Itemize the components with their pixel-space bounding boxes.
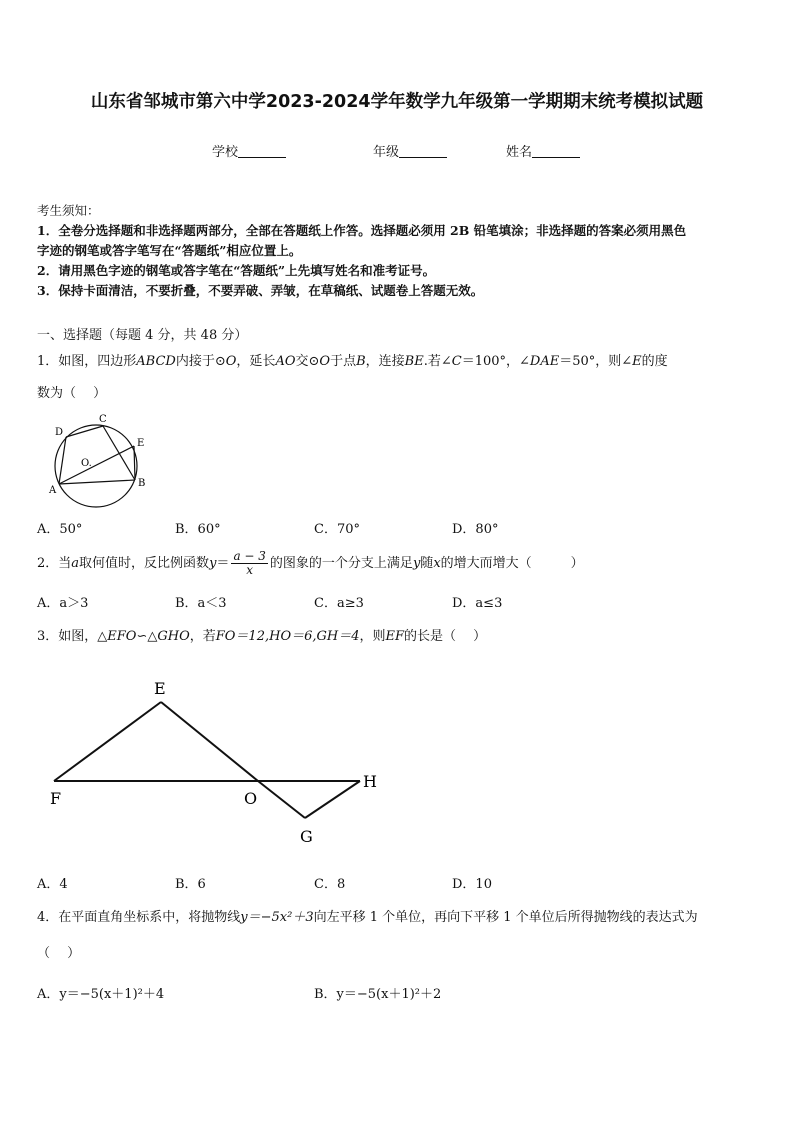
q2-text: 2．当 (37, 556, 72, 571)
q1-math: AO (275, 354, 296, 369)
q1-text: ＝100°，∠ (461, 354, 530, 369)
q1-option-a[interactable]: A．50° (37, 522, 83, 537)
label-e: E (137, 438, 145, 449)
q1-text: .若∠ (423, 354, 452, 369)
school-blank (238, 144, 286, 158)
q1-text: 的度 (641, 354, 668, 369)
segment-dc (66, 426, 103, 437)
q2-option-d[interactable]: D．a≤3 (452, 596, 503, 611)
q3-option-b[interactable]: B．6 (175, 877, 206, 892)
label-b: B (138, 478, 146, 489)
q1-math: E (632, 354, 642, 369)
segment-ae (59, 446, 134, 484)
q3-options (37, 873, 762, 893)
question-3 (37, 626, 762, 648)
label-o: O (244, 789, 258, 808)
q3-math: FO＝12,HO＝6,GH＝4 (215, 629, 360, 644)
label-e: E (154, 679, 166, 698)
q1-math: C (451, 354, 462, 369)
label-f: F (50, 789, 62, 808)
q3-text: ，若 (189, 629, 216, 644)
school-field (212, 141, 286, 160)
q4-option-b[interactable]: B．y＝−5(x＋1)²＋2 (314, 987, 442, 1002)
q3-option-a[interactable]: A．4 (37, 877, 68, 892)
q2-fraction (231, 550, 267, 577)
label-h: H (363, 772, 377, 791)
q4-text: 4．在平面直角坐标系中，将抛物线 (37, 910, 241, 925)
grade-blank (399, 144, 447, 158)
q2-math: x (433, 556, 441, 571)
segment-eo (161, 702, 258, 781)
segment-ad (59, 437, 66, 484)
label-g: G (300, 827, 313, 846)
q2-option-c[interactable]: C．a≥3 (314, 596, 364, 611)
q2-math: y (209, 556, 217, 571)
notice-item-2: 2．请用黑色字迹的钢笔或答字笔在“答题纸”上先填写姓名和准考证号。 (37, 263, 436, 278)
segment-fe (54, 702, 161, 781)
notice-item-1a: 1．全卷分选择题和非选择题两部分，全部在答题纸上作答。选择题必须用 2B 铅笔填涂；非选择题的答案必须用黑色 (37, 223, 687, 238)
q1-text: 于点 (330, 354, 357, 369)
notice-heading: 考生须知： (37, 203, 100, 218)
q1-math: O (225, 354, 237, 369)
section-heading: 一、选择题（每题 4 分，共 48 分） (37, 328, 248, 343)
school-label: 学校 (212, 145, 239, 160)
q2-options (37, 592, 762, 612)
q1-option-d[interactable]: D．80° (452, 522, 499, 537)
q1-math: BE (404, 354, 424, 369)
grade-label: 年级 (373, 145, 400, 160)
q4-options (37, 983, 762, 1003)
q1-text: ，连接 (365, 354, 405, 369)
name-field (506, 141, 580, 160)
q2-text: 随 (420, 556, 434, 571)
grade-field (373, 141, 447, 160)
label-c: C (99, 414, 107, 425)
q4-line-2: （ ） (37, 946, 81, 961)
q2-numerator: a − 3 (233, 549, 266, 563)
q1-math: O (319, 354, 331, 369)
q4-text: 向左平移 1 个单位，再向下平移 1 个单位后所得抛物线的表达式为 (313, 910, 698, 925)
label-o: O. (81, 458, 92, 469)
q4-option-a[interactable]: A．y＝−5(x＋1)²＋4 (37, 987, 165, 1002)
notice-item-1b: 字迹的钢笔或答字笔写在“答题纸”相应位置上。 (37, 243, 302, 258)
q3-math: EF (385, 629, 405, 644)
q1-math: B (356, 354, 366, 369)
segment-og (258, 781, 305, 818)
q2-text: 的增大而增大（ ） (440, 556, 584, 571)
q1-text: ，延长 (236, 354, 276, 369)
q2-text: 取何值时，反比例函数 (79, 556, 210, 571)
q2-text: 的图象的一个分支上满足 (269, 556, 413, 571)
q2-denominator: x (246, 563, 254, 577)
question-4 (37, 907, 762, 965)
q1-text: 交⊙ (295, 354, 320, 369)
q3-math: GHO (157, 629, 190, 644)
q4-math: y＝−5x²＋3 (240, 910, 314, 925)
label-d: D (55, 427, 64, 438)
q3-math: EFO (107, 629, 137, 644)
segment-gh (305, 781, 360, 818)
q1-text: 1．如图，四边形 (37, 354, 137, 369)
q3-option-d[interactable]: D．10 (452, 877, 492, 892)
question-2 (37, 548, 762, 580)
q1-option-b[interactable]: B．60° (175, 522, 221, 537)
notice-item-3: 3．保持卡面清洁，不要折叠，不要弄破、弄皱，在草稿纸、试题卷上答题无效。 (37, 283, 484, 298)
q3-triangles-figure (40, 672, 400, 852)
q2-math: a (71, 556, 80, 571)
q1-text: ＝50°，则∠ (559, 354, 633, 369)
q2-option-b[interactable]: B．a＜3 (175, 596, 227, 611)
exam-title: 山东省邹城市第六中学2023-2024学年数学九年级第一学期期末统考模拟试题 (90, 92, 704, 112)
q3-text: ∽△ (136, 629, 158, 644)
name-label: 姓名 (506, 145, 533, 160)
q1-text: 内接于⊙ (175, 354, 226, 369)
q3-option-c[interactable]: C．8 (314, 877, 346, 892)
segment-eb (134, 446, 135, 480)
q1-options (37, 518, 762, 538)
q3-text: 的长是（ ） (404, 629, 487, 644)
exam-notice (37, 201, 762, 301)
q3-text: 3．如图，△ (37, 629, 108, 644)
segment-ab (59, 480, 135, 484)
name-blank (532, 144, 580, 158)
q2-option-a[interactable]: A．a＞3 (37, 596, 89, 611)
q1-math: DAE (529, 354, 560, 369)
q1-math: ABCD (136, 354, 176, 369)
q2-text: ＝ (216, 556, 230, 571)
q3-text: ，则 (359, 629, 386, 644)
q2-math: y (412, 556, 421, 571)
q1-line-2: 数为（ ） (37, 386, 107, 401)
label-a: A (49, 485, 57, 496)
q1-circle-figure (40, 412, 155, 512)
question-1 (37, 351, 762, 405)
q1-option-c[interactable]: C．70° (314, 522, 360, 537)
circle-o (55, 425, 137, 507)
